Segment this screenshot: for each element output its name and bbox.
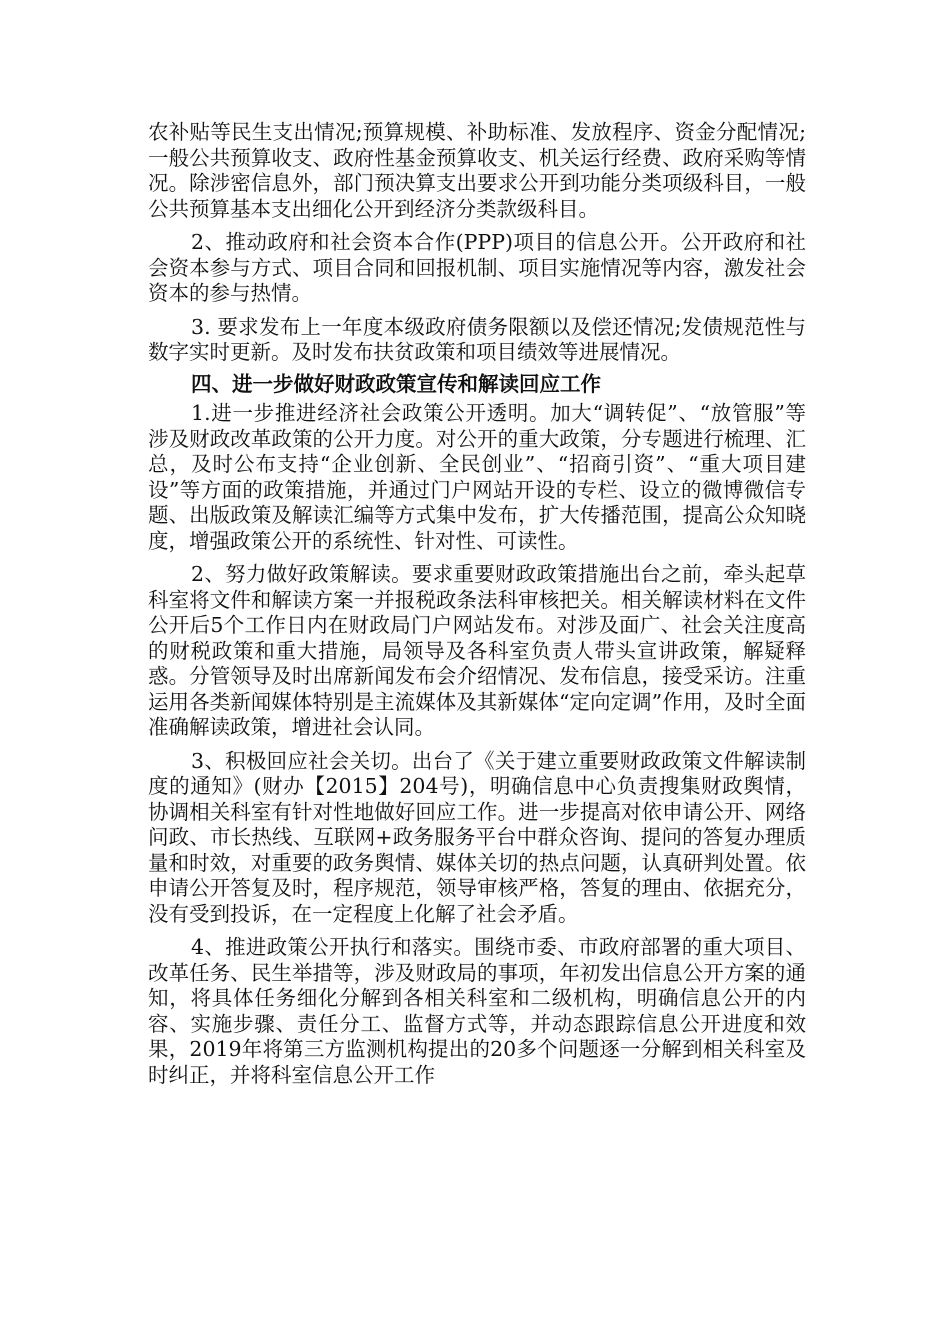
paragraph-policy-interpretation: 2、努力做好政策解读。要求重要财政政策措施出台之前，牵头起草科室将文件和解读方案一并报税政条法科审核把关。相关解读材料在文件公开后5个工作日内在财政局门户网站发布。对涉及面广、社会关注度高的财税政策和重大措施，局领导及各科室负责人带头宣讲政策，解疑释惑。分管领导及时出席新闻发布会介绍情况、发布信息，接受采访。注重运用各类新闻媒体特别是主流媒体及其新媒体“定向定调”作用，及时全面准确解读政策，增进社会认同。 — [148, 562, 806, 739]
paragraph-policy-execution: 4、推进政策公开执行和落实。围绕市委、市政府部署的重大项目、改革任务、民生举措等，涉及财政局的事项，年初发出信息公开方案的通知，将具体任务细化分解到各相关科室和二级机构，明确信息公开的内容、实施步骤、责任分工、监督方式等，并动态跟踪信息公开进度和效果，2019年将第三方监测机构提出的20多个问题逐一分解到相关科室及时纠正，并将科室信息公开工作 — [148, 935, 806, 1087]
paragraph-policy-transparency: 1.进一步推进经济社会政策公开透明。加大“调转促”、“放管服”等涉及财政改革政策的公开力度。对公开的重大政策，分专题进行梳理、汇总，及时公布支持“企业创新、全民创业”、“招商引资”、“重大项目建设”等方面的政策措施，并通过门户网站开设的专栏、设立的微博微信专题、出版政策及解读汇编等方式集中发布，扩大传播范围，提高公众知晓度，增强政策公开的系统性、针对性、可读性。 — [148, 401, 806, 553]
paragraph-intro: 农补贴等民生支出情况;预算规模、补助标准、发放程序、资金分配情况;一般公共预算收支、政府性基金预算收支、机关运行经费、政府采购等情况。除涉密信息外，部门预决算支出要求公开到功能分类项级科目，一般公共预算基本支出细化公开到经济分类款级科目。 — [148, 120, 806, 221]
document-page — [148, 120, 806, 1088]
paragraph-debt: 3. 要求发布上一年度本级政府债务限额以及偿还情况;发债规范性与数字实时更新。及时发布扶贫政策和项目绩效等进展情况。 — [148, 314, 806, 364]
section-heading-4: 四、进一步做好财政政策宣传和解读回应工作 — [191, 371, 602, 396]
paragraph-public-concern: 3、积极回应社会关切。出台了《关于建立重要财政政策文件解读制度的通知》(财办【2015】204号)，明确信息中心负责搜集财政舆情，协调相关科室有针对性地做好回应工作。进一步提高对依申请公开、网络问政、市长热线、互联网+政务服务平台中群众咨询、提问的答复办理质量和时效，对重要的政务舆情、媒体关切的热点问题，认真研判处置。依申请公开答复及时，程序规范，领导审核严格，答复的理由、依据充分，没有受到投诉，在一定程度上化解了社会矛盾。 — [148, 748, 806, 926]
paragraph-ppp: 2、推动政府和社会资本合作(PPP)项目的信息公开。公开政府和社会资本参与方式、项目合同和回报机制、项目实施情况等内容，激发社会资本的参与热情。 — [148, 230, 806, 305]
